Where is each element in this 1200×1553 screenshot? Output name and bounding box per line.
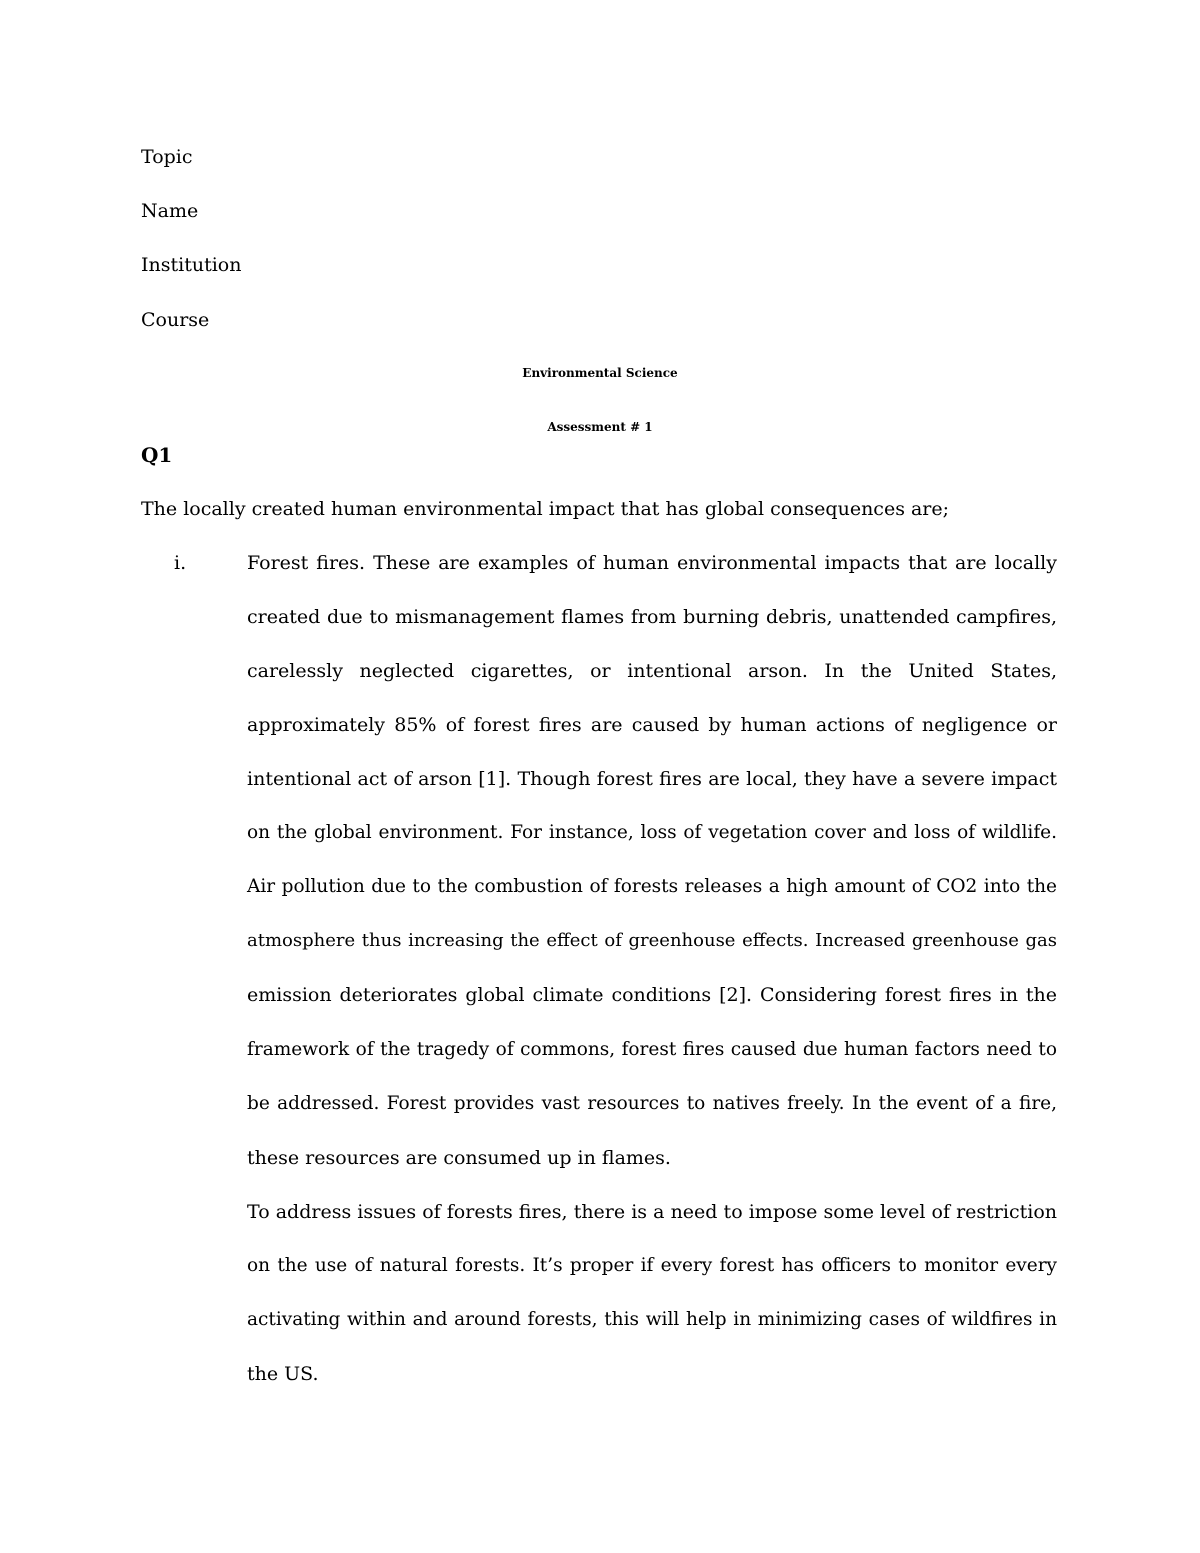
paragraph-line: on the global environment. For instance, loss of vegetation cover and loss of wildlife. bbox=[247, 822, 1057, 843]
paragraph-line: activating within and around forests, this will help in minimizing cases of wildfires in bbox=[247, 1309, 1057, 1330]
question-intro: The locally created human environmental impact that has global consequences are; bbox=[141, 498, 950, 520]
paragraph-line: these resources are consumed up in flames. bbox=[247, 1147, 671, 1169]
paragraph-line: framework of the tragedy of commons, forest fires caused due human factors need to bbox=[247, 1039, 1057, 1060]
paragraph-line: Forest fires. These are examples of human environmental impacts that are locally bbox=[247, 552, 1057, 574]
paragraph-line: created due to mismanagement flames from burning debris, unattended campfires, bbox=[247, 606, 1057, 628]
paragraph-line: be addressed. Forest provides vast resources to natives freely. In the event of a fire, bbox=[247, 1093, 1057, 1114]
header-topic: Topic bbox=[141, 146, 193, 168]
list-item-marker: i. bbox=[174, 552, 187, 574]
document-subtitle: Assessment # 1 bbox=[547, 420, 653, 434]
paragraph-line: approximately 85% of forest fires are caused by human actions of negligence or bbox=[247, 714, 1057, 736]
paragraph-line: intentional act of arson [1]. Though forest fires are local, they have a severe impact bbox=[247, 768, 1057, 790]
paragraph-line: on the use of natural forests. It’s proper if every forest has officers to monitor every bbox=[247, 1255, 1057, 1276]
paragraph-line: Air pollution due to the combustion of forests releases a high amount of CO2 into the bbox=[247, 876, 1057, 897]
document-title: Environmental Science bbox=[522, 366, 678, 380]
question-label: Q1 bbox=[141, 443, 173, 467]
paragraph-line: the US. bbox=[247, 1363, 319, 1385]
header-name: Name bbox=[141, 200, 199, 222]
paragraph-line: emission deteriorates global climate conditions [2]. Considering forest fires in the bbox=[247, 984, 1057, 1006]
paragraph-line: To address issues of forests fires, there is a need to impose some level of restriction bbox=[247, 1201, 1057, 1223]
header-institution: Institution bbox=[141, 254, 242, 276]
paragraph-line: atmosphere thus increasing the effect of greenhouse effects. Increased greenhouse gas bbox=[247, 930, 1057, 951]
paragraph-line: carelessly neglected cigarettes, or intentional arson. In the United States, bbox=[247, 660, 1057, 682]
header-course: Course bbox=[141, 309, 210, 331]
